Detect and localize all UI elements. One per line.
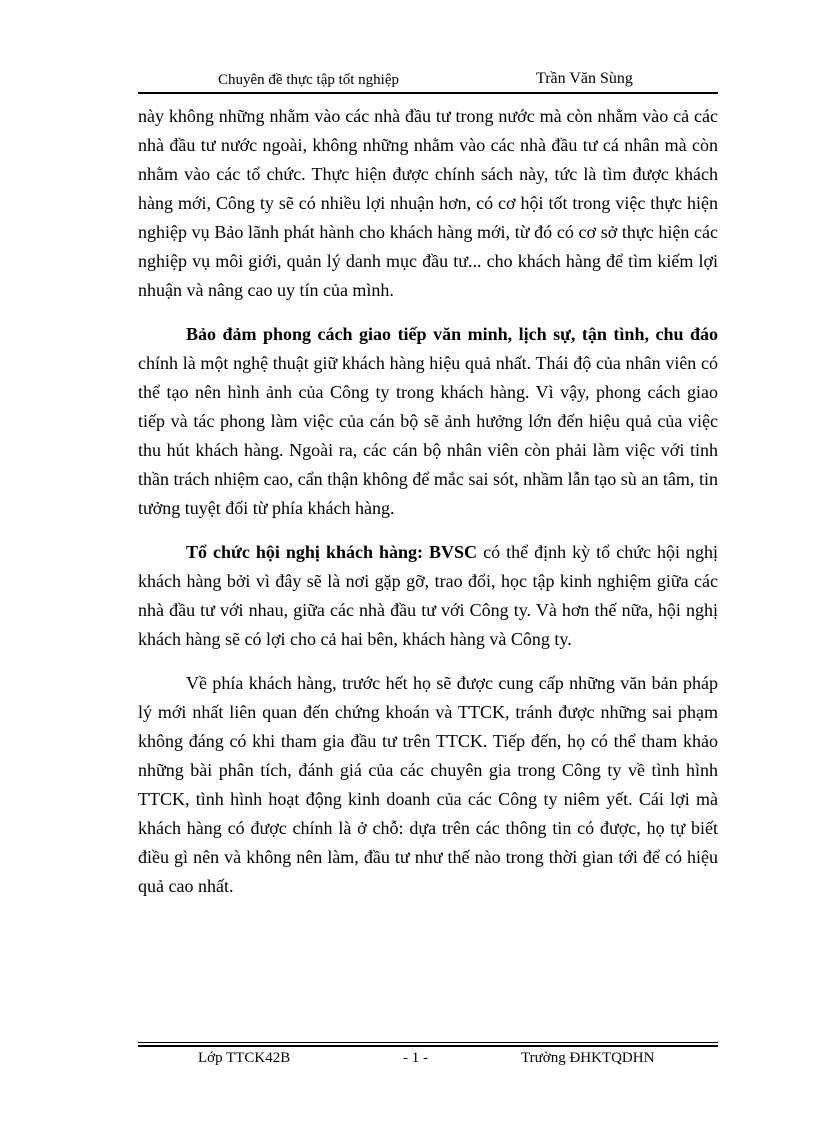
footer-school: Trường ĐHKTQDHN <box>521 1050 655 1066</box>
paragraph-3-text: có thể định kỳ tổ chức hội nghị khách hàng bởi vì đây sẽ là nơi gặp gỡ, trao đổi, học tập kinh nghiệm giữa các nhà đầu tư với nhau, giữa các nhà đầu tư với Công ty. Và hơn thế nữa, hội nghị khách hàng sẽ có lợi cho cả hai bên, khách hàng và Công ty. <box>138 542 719 649</box>
page-header <box>138 68 718 92</box>
document-body <box>138 102 718 916</box>
header-title: Chuyên đề thực tập tốt nghiệp <box>218 72 400 88</box>
paragraph-3 <box>138 538 718 654</box>
header-rule <box>138 92 718 94</box>
footer-rule-bottom <box>138 1045 718 1047</box>
paragraph-2-text: chính là một nghệ thuật giữ khách hàng hiệu quả nhất. Thái độ của nhân viên có thể tạo nên hình ảnh của Công ty trong khách hàng. Vì vậy, phong cách giao tiếp và tác phong làm việc của cán bộ sẽ ảnh hưởng lớn đến hiệu quả của việc thu hút khách hàng. Ngoài ra, các cán bộ nhân viên còn phải làm việc với tinh thần trách nhiệm cao, cẩn thận không để mắc sai sót, nhầm lẫn tạo sù an tâm, tin tưởng tuyệt đối từ phía khách hàng. <box>138 353 718 518</box>
footer-rule-top <box>138 1042 718 1043</box>
paragraph-4: Về phía khách hàng, trước hết họ sẽ được cung cấp những văn bản pháp lý mới nhất liên quan đến chứng khoán và TTCK, tránh được những sai phạm không đáng có khi tham gia đầu tư trên TTCK. Tiếp đến, họ có thể tham khảo những bài phân tích, đánh giá của các chuyên gia trong Công ty về tình hình TTCK, tình hình hoạt động kinh doanh của các Công ty niêm yết. Cái lợi mà khách hàng có được chính là ở chỗ: dựa trên các thông tin có được, họ tự biết điều gì nên và không nên làm, đầu tư như thế nào trong thời gian tới để có hiệu quả cao nhất. <box>138 673 718 896</box>
paragraph-1: này không những nhằm vào các nhà đầu tư trong nước mà còn nhằm vào cả các nhà đầu tư nước ngoài, không những nhằm vào các nhà đầu tư cá nhân mà còn nhằm vào các tổ chức. Thực hiện được chính sách này, tức là tìm được khách hàng mới, Công ty sẽ có nhiều lợi nhuận hơn, có cơ hội tốt trong việc thực hiện nghiệp vụ Bảo lãnh phát hành cho khách hàng mới, từ đó có cơ sở thực hiện các nghiệp vụ môi giới, quản lý danh mục đầu tư... cho khách hàng để tìm kiếm lợi nhuận và nâng cao uy tín của mình. <box>138 106 718 300</box>
footer-class: Lớp TTCK42B <box>198 1050 291 1066</box>
page-footer <box>138 1050 718 1072</box>
paragraph-2-heading: Bảo đảm phong cách giao tiếp văn minh, lịch sự, tận tình, chu đáo <box>186 324 718 344</box>
paragraph-3-heading: Tổ chức hội nghị khách hàng: BVSC <box>186 542 478 562</box>
page-number: - 1 - <box>403 1050 428 1066</box>
paragraph-2 <box>138 320 718 523</box>
header-author: Trần Văn Sùng <box>536 70 633 87</box>
